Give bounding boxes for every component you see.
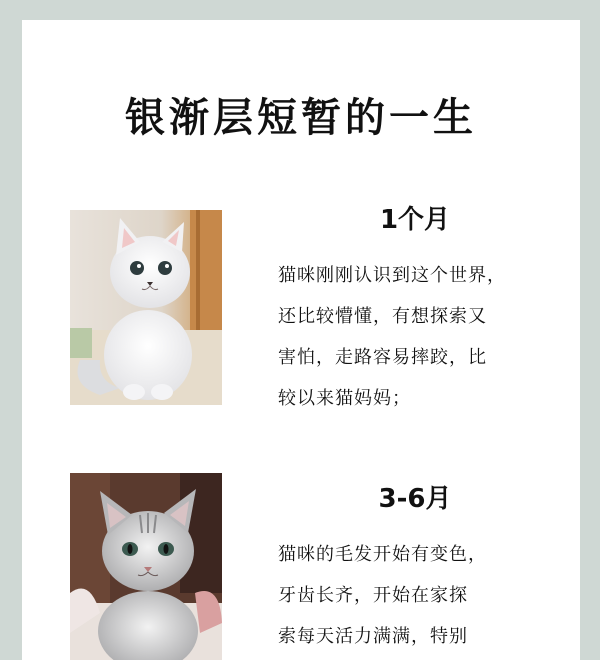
infographic-card — [22, 20, 580, 660]
description-line: 牙齿长齐，开始在家探 — [278, 585, 468, 606]
stage-heading: 1个月 — [379, 205, 451, 235]
kitten-illustration — [70, 473, 222, 660]
page-title: 银渐层短暂的一生 — [125, 95, 477, 141]
stage-heading: 3-6月 — [378, 484, 452, 514]
stage-description — [278, 255, 563, 419]
description-line: 猫咪的毛发开始有变色， — [278, 544, 487, 565]
description-line: 害怕，走路容易摔跤，比 — [278, 347, 487, 368]
description-line: 还比较懵懂，有想探索又 — [278, 306, 487, 327]
white-kitten-photo — [70, 210, 222, 405]
silver-shaded-kitten-photo — [70, 473, 222, 660]
kitten-illustration — [70, 210, 222, 405]
description-line: 较以来猫妈妈； — [278, 388, 411, 409]
description-line: 索每天活力满满，特别 — [278, 626, 468, 647]
description-line: 猫咪刚刚认识到这个世界， — [278, 265, 506, 286]
